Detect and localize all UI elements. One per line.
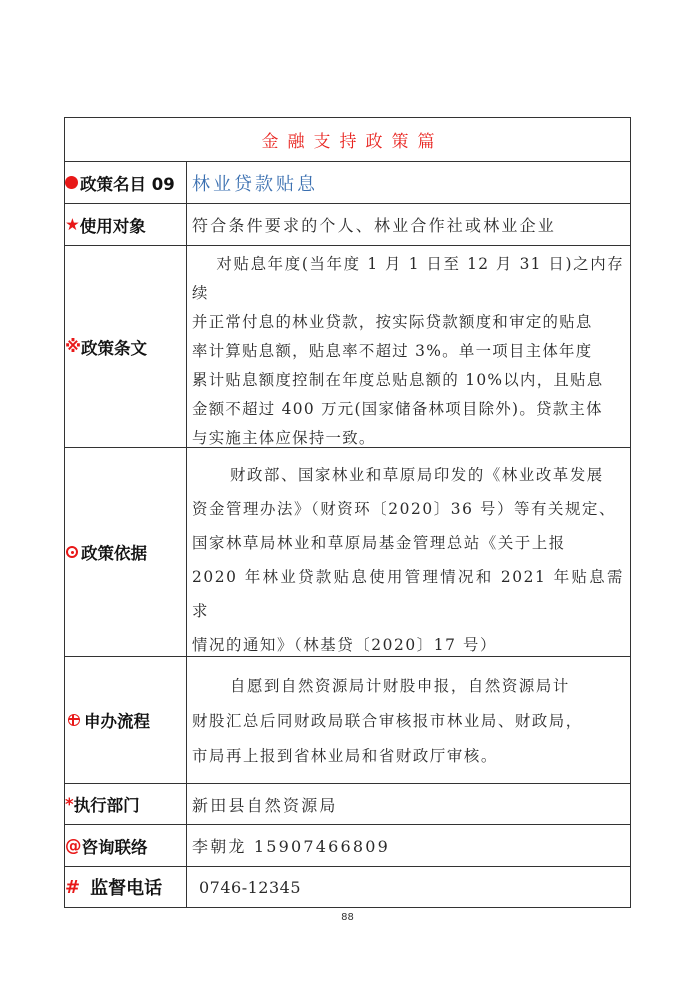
circled-plus-icon	[68, 714, 80, 726]
policy-basis-line: 2020 年林业贷款贴息使用管理情况和 2021 年贴息需求	[192, 568, 624, 620]
process-line: 财股汇总后同财政局联合审核报市林业局、财政局，	[192, 712, 583, 730]
policy-text-label: 政策条文	[81, 338, 148, 358]
row-policy-text	[65, 245, 630, 447]
contact-value-cell	[187, 825, 630, 866]
supervision-value-cell	[187, 867, 630, 907]
policy-name-value-cell	[187, 162, 630, 203]
policy-text-line: 累计贴息额度控制在年度总贴息额的 10%以内，且贴息	[192, 371, 604, 389]
asterisk-icon: *	[65, 794, 74, 814]
row-contact	[65, 824, 630, 866]
policy-basis-body	[187, 448, 630, 656]
department-label: 执行部门	[73, 796, 140, 815]
department-value: 新田县自然资源局	[192, 795, 338, 815]
process-body	[187, 657, 630, 783]
policy-basis-line: 资金管理办法》（财资环〔2020〕36 号）等有关规定、	[192, 500, 616, 518]
target-label-cell	[65, 204, 187, 245]
supervision-label: 监督电话	[90, 878, 163, 899]
contact-label: 咨询联络	[81, 837, 148, 857]
policy-basis-label: 政策依据	[81, 544, 147, 563]
process-line: 市局再上报到省林业局和省财政厅审核。	[192, 747, 498, 765]
policy-text-line: 并正常付息的林业贷款，按实际贷款额度和审定的贴息	[192, 313, 593, 331]
policy-text-line: 率计算贴息额，贴息率不超过 3%。单一项目主体年度	[192, 342, 593, 360]
reference-mark-icon: ※	[65, 337, 82, 356]
policy-basis-label-cell	[65, 448, 187, 656]
policy-text-line: 对贴息年度(当年度 1 月 1 日至 12 月 31 日)之内存续	[192, 255, 624, 302]
row-policy-basis	[65, 447, 630, 656]
table-title-row	[65, 118, 630, 161]
circled-dot-icon	[66, 546, 78, 558]
policy-name-label-cell	[65, 162, 187, 203]
star-icon: ★	[65, 215, 80, 234]
process-label-cell	[65, 657, 187, 783]
target-value-cell	[187, 204, 630, 245]
page-number: 88	[341, 912, 354, 923]
department-value-cell	[187, 784, 630, 824]
target-label: 使用对象	[79, 216, 146, 236]
hash-icon: #	[65, 876, 81, 898]
policy-basis-line: 财政部、国家林业和草原局印发的《林业改革发展	[230, 466, 604, 484]
contact-value: 李朝龙 15907466809	[192, 837, 391, 856]
policy-basis-line: 情况的通知》（林基贷〔2020〕17 号）	[192, 636, 498, 654]
process-label: 申办流程	[84, 712, 150, 731]
at-sign-icon: @	[65, 836, 82, 855]
policy-text-label-cell	[65, 246, 187, 447]
policy-text-body	[187, 246, 630, 447]
supervision-label-cell	[65, 867, 187, 907]
row-department	[65, 783, 630, 824]
process-line: 自愿到自然资源局计财股申报，自然资源局计	[230, 677, 570, 695]
supervision-value: 0746-12345	[199, 877, 302, 897]
row-supervision	[65, 866, 630, 907]
department-label-cell	[65, 784, 187, 824]
contact-label-cell	[65, 825, 187, 866]
target-value: 符合条件要求的个人、林业合作社或林业企业	[192, 216, 557, 235]
policy-text-line: 与实施主体应保持一致。	[192, 429, 376, 447]
row-policy-name	[65, 161, 630, 203]
section-title: 金融支持政策篇	[261, 132, 444, 152]
policy-table	[64, 117, 631, 908]
policy-name-label: 政策名目 09	[80, 174, 175, 194]
red-dot-icon	[65, 176, 78, 189]
policy-text-line: 金额不超过 400 万元(国家储备林项目除外)。贷款主体	[192, 400, 603, 418]
row-target	[65, 203, 630, 245]
policy-basis-line: 国家林草局林业和草原局基金管理总站《关于上报	[192, 534, 566, 552]
row-process	[65, 656, 630, 783]
policy-name-value: 林业贷款贴息	[192, 173, 318, 195]
